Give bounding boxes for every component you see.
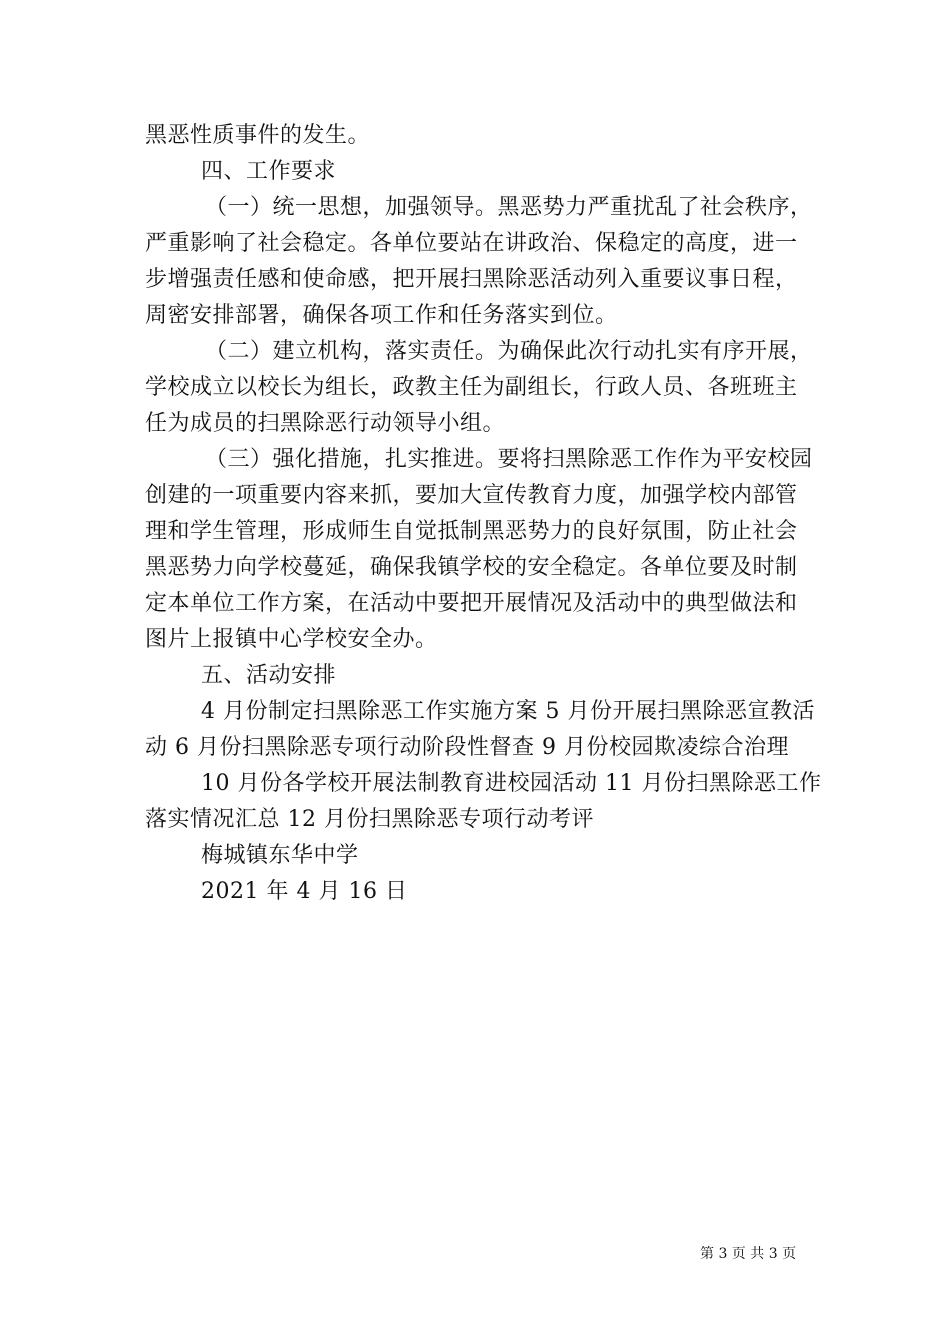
paragraph-line: 步增强责任感和使命感，把开展扫黑除恶活动列入重要议事日程， [145,267,798,292]
paragraph-line: （三）强化措施，扎实推进。要将扫黑除恶工作作为平安校园 [205,447,813,472]
paragraph-line: 学校成立以校长为组长，政教主任为副组长，行政人员、各班班主 [145,375,798,400]
paragraph-line: （一）统一思想，加强领导。黑恶势力严重扰乱了社会秩序， [205,195,813,220]
schedule-line: 落实情况汇总 12 月份扫黑除恶专项行动考评 [145,807,594,832]
signature-date: 2021 年 4 月 16 日 [201,879,408,904]
paragraph-line: 严重影响了社会稳定。各单位要站在讲政治、保稳定的高度，进一 [145,231,798,256]
page-number-footer: 第 3 页 共 3 页 [700,1246,797,1262]
signature-organization: 梅城镇东华中学 [201,843,359,868]
paragraph-line: 理和学生管理，形成师生自觉抵制黑恶势力的良好氛围，防止社会 [145,519,798,544]
document-body [145,118,822,910]
paragraph-line: 创建的一项重要内容来抓，要加大宣传教育力度，加强学校内部管 [145,483,798,508]
schedule-line: 10 月份各学校开展法制教育进校园活动 11 月份扫黑除恶工作 [201,771,822,796]
paragraph-line: 周密安排部署，确保各项工作和任务落实到位。 [145,303,618,328]
schedule-line: 动 6 月份扫黑除恶专项行动阶段性督查 9 月份校园欺凌综合治理 [145,735,789,760]
schedule-line: 4 月份制定扫黑除恶工作实施方案 5 月份开展扫黑除恶宣教活 [201,699,815,724]
section-heading-requirements: 四、工作要求 [201,159,337,184]
section-heading-schedule: 五、活动安排 [201,663,337,688]
paragraph-line: （二）建立机构，落实责任。为确保此次行动扎实有序开展， [205,339,813,364]
paragraph-line: 黑恶性质事件的发生。 [145,123,371,148]
paragraph-line: 定本单位工作方案，在活动中要把开展情况及活动中的典型做法和 [145,591,798,616]
paragraph-line: 任为成员的扫黑除恶行动领导小组。 [145,411,506,436]
paragraph-line: 图片上报镇中心学校安全办。 [145,627,438,652]
paragraph-line: 黑恶势力向学校蔓延，确保我镇学校的安全稳定。各单位要及时制 [145,555,798,580]
